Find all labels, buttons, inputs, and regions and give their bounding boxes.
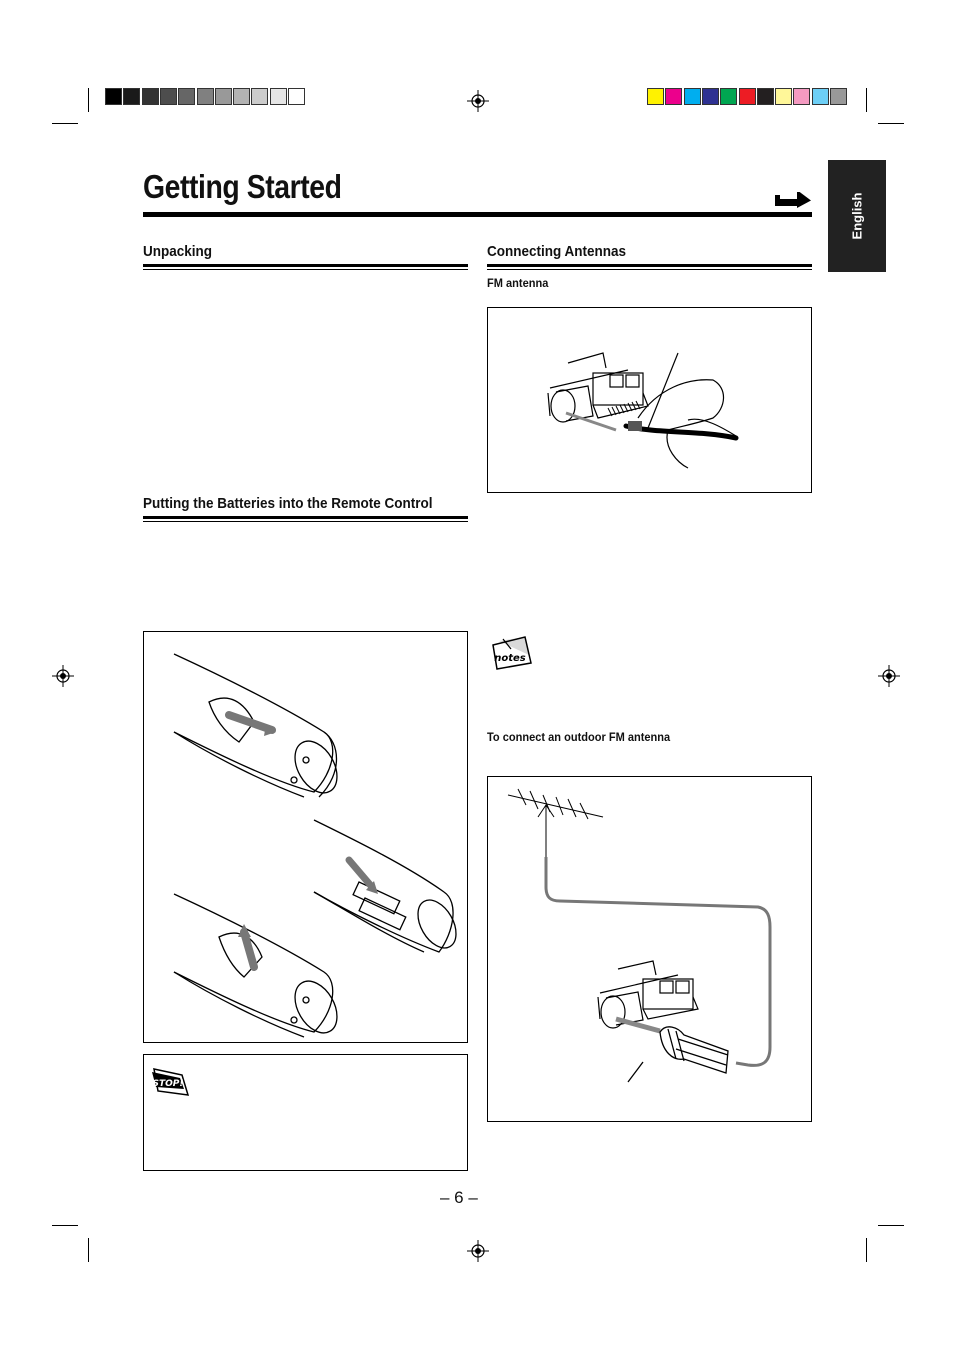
calibration-swatch	[215, 88, 232, 105]
calibration-swatch	[720, 88, 737, 105]
registration-mark-icon	[52, 665, 74, 687]
calibration-swatch	[288, 88, 305, 105]
calibration-swatch	[665, 88, 682, 105]
fm-antenna-illustration	[487, 307, 812, 493]
crop-mark	[52, 1225, 78, 1226]
fm-antenna-connection-illustration	[488, 308, 813, 494]
section-rule	[143, 521, 468, 522]
language-tab	[828, 160, 886, 272]
section-heading-antennas: Connecting Antennas	[487, 243, 627, 260]
calibration-swatch	[739, 88, 756, 105]
calibration-swatch	[160, 88, 177, 105]
remote-control-illustration	[144, 632, 469, 1044]
crop-mark	[878, 123, 904, 124]
calibration-swatch	[702, 88, 719, 105]
calibration-swatch	[757, 88, 774, 105]
fm-antenna-label: FM antenna	[487, 276, 549, 290]
crop-mark	[88, 1238, 89, 1262]
registration-mark-icon	[467, 90, 489, 112]
outdoor-antenna-illustration	[487, 776, 812, 1122]
continue-arrow-icon	[775, 192, 811, 210]
calibration-swatch	[684, 88, 701, 105]
language-tab-label: English	[849, 192, 865, 240]
calibration-swatch	[142, 88, 159, 105]
battery-illustration	[143, 631, 468, 1043]
section-rule	[143, 264, 468, 267]
section-rule	[487, 269, 812, 270]
page-number: – 6 –	[440, 1188, 478, 1207]
section-rule	[487, 264, 812, 267]
calibration-swatch	[793, 88, 810, 105]
outdoor-antenna-label: To connect an outdoor FM antenna	[487, 730, 671, 744]
registration-mark-icon	[878, 665, 900, 687]
outdoor-fm-antenna-illustration	[488, 777, 813, 1123]
calibration-swatch	[775, 88, 792, 105]
section-rule	[143, 516, 468, 519]
section-heading-unpacking: Unpacking	[143, 243, 213, 260]
crop-mark	[52, 123, 78, 124]
registration-mark-icon	[467, 1240, 489, 1262]
calibration-swatch	[105, 88, 122, 105]
calibration-swatch	[647, 88, 664, 105]
stop-icon	[148, 1065, 190, 1099]
calibration-swatch	[812, 88, 829, 105]
calibration-swatch	[197, 88, 214, 105]
calibration-swatch	[270, 88, 287, 105]
crop-mark	[866, 1238, 867, 1262]
section-rule	[143, 269, 468, 270]
title-rule	[143, 212, 812, 217]
calibration-swatch	[123, 88, 140, 105]
section-heading-batteries: Putting the Batteries into the Remote Control	[143, 495, 433, 512]
crop-mark	[866, 88, 867, 112]
calibration-swatch	[251, 88, 268, 105]
calibration-swatch	[233, 88, 250, 105]
notes-icon	[489, 635, 533, 671]
caution-box	[143, 1054, 468, 1171]
svg-text:STOP!: STOP!	[152, 1079, 184, 1089]
crop-mark	[88, 88, 89, 112]
calibration-swatch	[178, 88, 195, 105]
page-title: Getting Started	[143, 168, 342, 205]
crop-mark	[878, 1225, 904, 1226]
calibration-swatch	[830, 88, 847, 105]
svg-text:notes: notes	[494, 653, 526, 664]
